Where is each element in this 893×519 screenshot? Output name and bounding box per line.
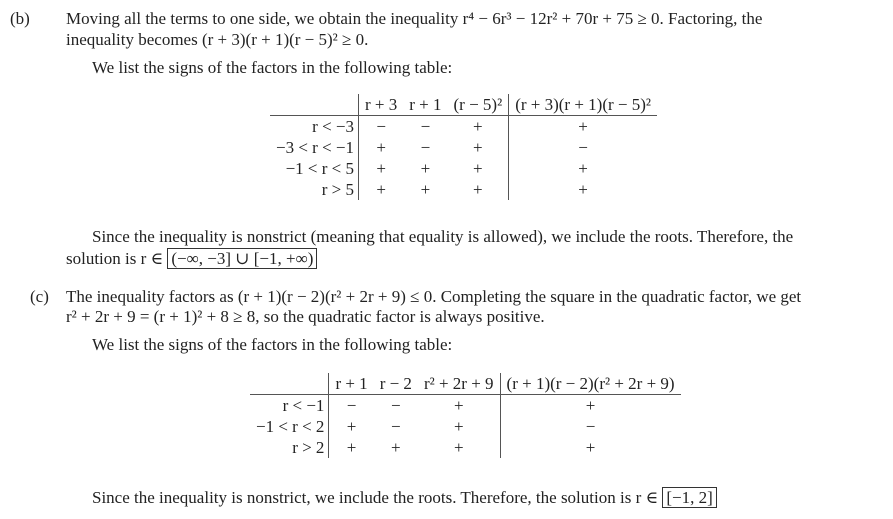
row-label: r < −1 — [250, 395, 329, 417]
sign-cell: + — [391, 438, 401, 457]
sign-cell: − — [509, 137, 657, 158]
solution-prefix: Since the inequality is nonstrict, we include the roots. Therefore, the solution is r ∈ — [92, 488, 659, 507]
sign-cell: + — [473, 180, 483, 199]
sign-cell: + — [473, 117, 483, 136]
table-header: (r − 5)² — [448, 94, 509, 116]
part-c-table-intro: We list the signs of the factors in the following table: — [92, 335, 453, 354]
sign-cell: + — [420, 180, 431, 199]
part-c-sign-table — [250, 373, 681, 458]
part-b-line1: Moving all the terms to one side, we obtain the inequality r⁴ − 6r³ − 12r² + 70r + 75 ≥ 0. Factoring, the — [66, 9, 763, 28]
part-b-solution-line — [66, 248, 317, 269]
table-header: r² + 2r + 9 — [418, 373, 500, 395]
table-header: (r + 1)(r − 2)(r² + 2r + 9) — [500, 373, 681, 395]
table-header: r + 1 — [403, 94, 447, 116]
table-corner — [270, 94, 359, 116]
part-b-conclusion: Since the inequality is nonstrict (meaning that equality is allowed), we include the roots. Therefore, the — [92, 227, 794, 246]
sign-cell: + — [473, 159, 483, 178]
sign-cell: − — [376, 117, 386, 136]
sign-cell: + — [346, 438, 357, 457]
sign-cell: − — [391, 417, 401, 436]
sign-cell: + — [453, 396, 464, 415]
sign-cell: − — [420, 117, 431, 136]
sign-cell: + — [376, 180, 386, 199]
table-row — [270, 179, 657, 200]
sign-cell: + — [509, 179, 657, 200]
table-row — [250, 437, 681, 458]
sign-cell: − — [346, 396, 357, 415]
sign-cell: + — [376, 138, 386, 157]
table-row — [270, 116, 657, 138]
table-header-row — [250, 373, 681, 395]
part-c-line2: r² + 2r + 9 = (r + 1)² + 8 ≥ 8, so the quadratic factor is always positive. — [66, 307, 545, 326]
table-row — [270, 158, 657, 179]
table-header: r − 2 — [374, 373, 418, 395]
solution-prefix: solution is r ∈ — [66, 249, 164, 268]
part-b-table-intro: We list the signs of the factors in the following table: — [92, 58, 453, 77]
row-label: r > 2 — [250, 437, 329, 458]
part-c-solution-line — [92, 487, 717, 508]
row-label: −1 < r < 2 — [250, 416, 329, 437]
row-label: −3 < r < −1 — [270, 137, 359, 158]
part-c-label: (c) — [30, 287, 49, 306]
table-header: r + 1 — [329, 373, 374, 395]
part-b-sign-table — [270, 94, 657, 200]
table-row — [250, 395, 681, 417]
sign-cell: + — [500, 437, 681, 458]
table-header-row — [270, 94, 657, 116]
sign-cell: + — [346, 417, 357, 436]
table-header: r + 3 — [359, 94, 404, 116]
table-header: (r + 3)(r + 1)(r − 5)² — [509, 94, 657, 116]
table-row — [250, 416, 681, 437]
row-label: r < −3 — [270, 116, 359, 138]
sign-cell: + — [376, 159, 386, 178]
sign-cell: + — [500, 395, 681, 417]
boxed-solution: [−1, 2] — [662, 487, 716, 508]
row-label: r > 5 — [270, 179, 359, 200]
table-row — [270, 137, 657, 158]
part-c-line1: The inequality factors as (r + 1)(r − 2)(r² + 2r + 9) ≤ 0. Completing the square in the quadratic factor, we get — [66, 287, 802, 306]
sign-cell: + — [453, 438, 464, 457]
boxed-solution: (−∞, −3] ∪ [−1, +∞) — [167, 248, 317, 269]
sign-cell: + — [473, 138, 483, 157]
sign-cell: + — [420, 159, 431, 178]
part-b-line2: inequality becomes (r + 3)(r + 1)(r − 5)² ≥ 0. — [66, 30, 369, 49]
sign-cell: + — [509, 158, 657, 179]
sign-cell: − — [420, 138, 431, 157]
row-label: −1 < r < 5 — [270, 158, 359, 179]
sign-cell: − — [391, 396, 401, 415]
sign-cell: − — [500, 416, 681, 437]
sign-cell: + — [509, 116, 657, 138]
table-corner — [250, 373, 329, 395]
sign-cell: + — [453, 417, 464, 436]
part-b-label: (b) — [10, 9, 30, 28]
